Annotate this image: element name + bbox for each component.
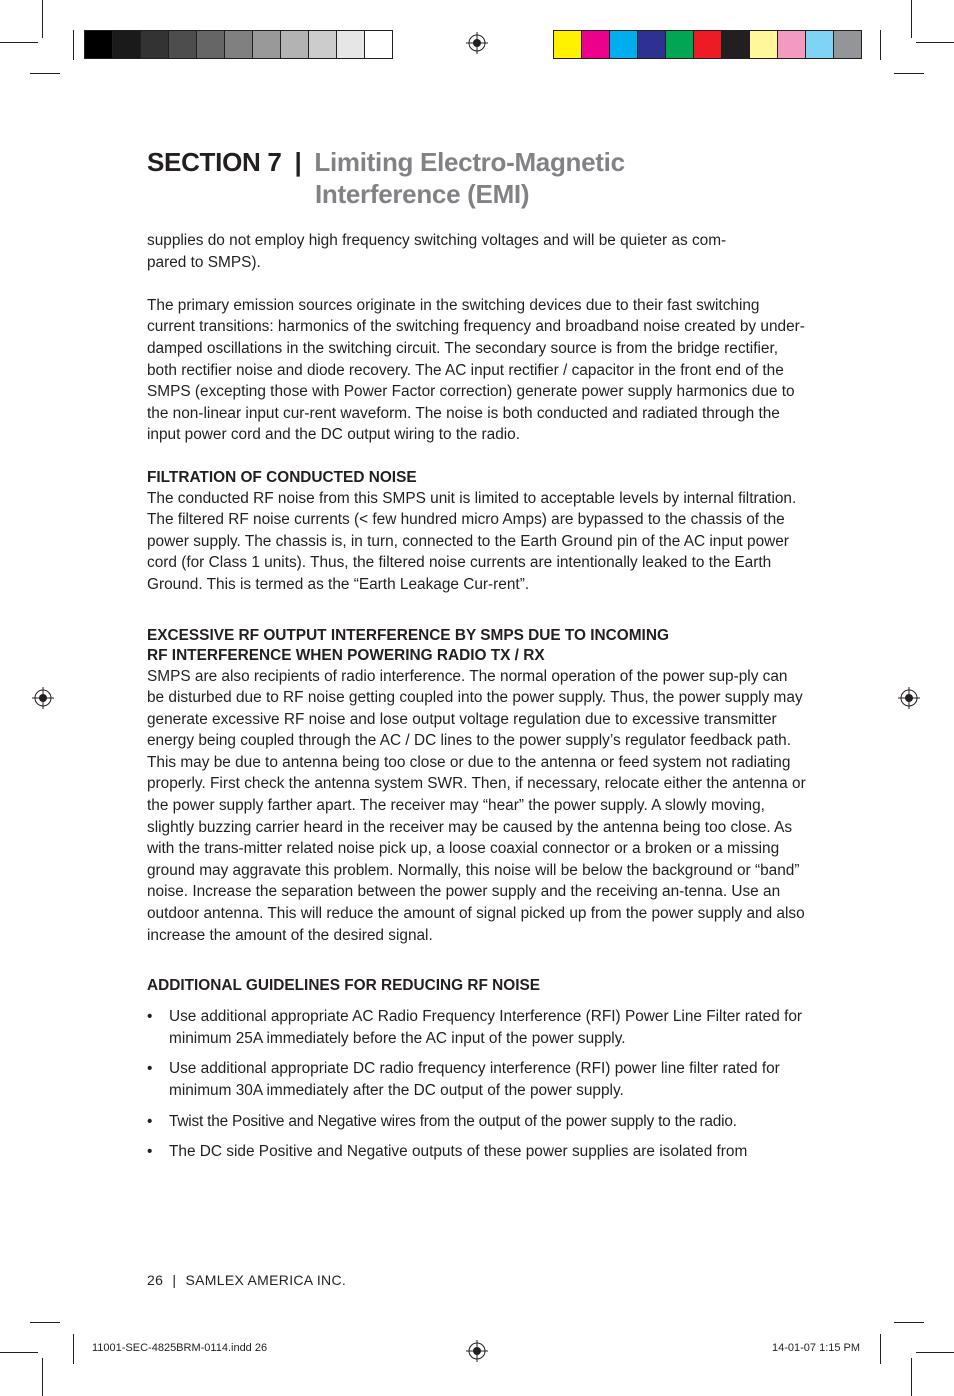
- section-heading: EXCESSIVE RF OUTPUT INTERFERENCE BY SMPS DUE TO INCOMING: [147, 626, 669, 644]
- color-swatch: [805, 30, 834, 59]
- color-swatch: [252, 30, 281, 59]
- list-item-text: The DC side Positive and Negative outputs of these power supplies are isolated from: [169, 1143, 748, 1161]
- color-swatch: [336, 30, 365, 59]
- bullet-icon: •: [147, 1060, 153, 1078]
- section-title: [147, 146, 625, 209]
- paragraph: The primary emission sources originate in the switching devices due to their fast switching current transitions: harmonics of the switching frequency and broadband noise created by under-damped oscillations in the switching circuit. The secondary source is from the bridge rectifier, both rectifier noise and diode recovery. The AC input rectifier / capacitor in the front end of the SMPS (excepting those with Power Factor correction) generate power supply harmonics due to the non-linear input cur-rent waveform. The noise is both conducted and radiated through the input power cord and the DC output wiring to the radio.: [147, 296, 805, 444]
- color-swatch: [749, 30, 778, 59]
- registration-mark-icon: [32, 687, 54, 709]
- print-slug-date: 14-01-07 1:15 PM: [772, 1342, 861, 1354]
- color-swatch: [665, 30, 694, 59]
- color-swatch: [364, 30, 393, 59]
- color-swatch: [693, 30, 722, 59]
- bullet-icon: •: [147, 1008, 153, 1026]
- paragraph: supplies do not employ high frequency switching voltages and will be quieter as com- pared to SMPS).: [147, 232, 727, 271]
- crop-mark: [916, 1352, 954, 1353]
- list-item-text: Use additional appropriate AC Radio Frequency Interference (RFI) Power Line Filter rated for minimum 25A immediately before the AC input of the power supply.: [169, 1008, 803, 1047]
- crop-mark: [73, 30, 74, 60]
- color-swatch: [112, 30, 141, 59]
- registration-mark-icon: [898, 687, 920, 709]
- footer-separator: |: [172, 1272, 177, 1288]
- crop-mark: [911, 1358, 912, 1396]
- crop-mark: [894, 1322, 924, 1323]
- crop-mark: [894, 73, 924, 74]
- color-swatch: [140, 30, 169, 59]
- section-title-line2: Interference (EMI): [315, 179, 530, 209]
- bullet-icon: •: [147, 1143, 153, 1161]
- list-item: [147, 1058, 807, 1101]
- color-swatch: [553, 30, 582, 59]
- color-swatch: [609, 30, 638, 59]
- registration-mark-icon: [466, 32, 488, 54]
- color-swatch: [777, 30, 806, 59]
- color-swatch: [308, 30, 337, 59]
- crop-mark: [73, 1334, 74, 1364]
- color-swatch: [637, 30, 666, 59]
- crop-mark: [0, 1352, 38, 1353]
- section-number: SECTION 7: [147, 147, 282, 177]
- guidelines-list: [147, 1006, 807, 1163]
- crop-mark: [42, 0, 43, 38]
- page-number: 26: [147, 1272, 164, 1288]
- bullet-icon: •: [147, 1112, 153, 1130]
- crop-mark: [880, 1334, 881, 1364]
- cmyk-color-bar: [554, 30, 862, 60]
- color-swatch: [224, 30, 253, 59]
- color-swatch: [721, 30, 750, 59]
- color-swatch: [581, 30, 610, 59]
- list-item-text: Twist the Positive and Negative wires from the output of the power supply to the radio.: [169, 1112, 737, 1130]
- paragraph: SMPS are also recipients of radio interference. The normal operation of the power sup-ply can be disturbed due to RF noise getting coupled into the power supply. Thus, the power supply may generate excessive RF noise and lose output voltage regulation due to excessive transmitter energy being coupled through the AC / DC lines to the power supply’s regulator feedback path. This may be due to antenna being too close or due to the antenna or feed system not radiating properly. First check the antenna system SWR. Then, if necessary, relocate either the antenna or the power supply farther apart. The receiver may “hear” the power supply. A slowly moving, slightly buzzing carrier heard in the receiver may be caused by the antenna being too close. As with the trans-mitter related noise pick up, a loose coaxial connector or a broken or a missing ground may aggravate this problem. Normally, this noise will be below the background or “band” noise. Increase the separation between the power supply and the receiving an-tenna. Use an outdoor antenna. This will reduce the amount of signal picked up from the power supply and also increase the amount of the desired signal.: [147, 667, 806, 944]
- color-swatch: [168, 30, 197, 59]
- registration-mark-icon: [466, 1340, 488, 1362]
- list-item: [147, 1111, 807, 1133]
- section-title-line1: Limiting Electro-Magnetic: [314, 147, 625, 177]
- crop-mark: [30, 1322, 60, 1323]
- color-swatch: [84, 30, 113, 59]
- crop-mark: [880, 30, 881, 60]
- crop-mark: [911, 0, 912, 38]
- page-footer: [147, 1272, 346, 1288]
- crop-mark: [42, 1358, 43, 1396]
- color-swatch: [196, 30, 225, 59]
- color-swatch: [833, 30, 862, 59]
- crop-mark: [916, 42, 954, 43]
- page-body: [147, 230, 807, 1172]
- print-slug-file: 11001-SEC-4825BRM-0114.indd 26: [92, 1342, 268, 1354]
- grayscale-color-bar: [85, 30, 393, 60]
- crop-mark: [30, 73, 60, 74]
- list-item-text: Use additional appropriate DC radio frequency interference (RFI) power line filter rated for minimum 30A immediately after the DC output of the power supply.: [169, 1060, 780, 1099]
- company-name: SAMLEX AMERICA INC.: [185, 1272, 347, 1288]
- section-heading: RF INTERFERENCE WHEN POWERING RADIO TX / RX: [147, 646, 545, 664]
- section-heading: ADDITIONAL GUIDELINES FOR REDUCING RF NOISE: [147, 977, 541, 995]
- title-separator: |: [294, 147, 302, 177]
- list-item: [147, 1141, 807, 1163]
- crop-mark: [0, 42, 38, 43]
- color-swatch: [280, 30, 309, 59]
- paragraph: The conducted RF noise from this SMPS unit is limited to acceptable levels by internal filtration. The filtered RF noise currents (< few hundred micro Amps) are bypassed to the chassis of the power supply. The chassis is, in turn, connected to the Earth Ground pin of the AC input power cord (for Class 1 units). Thus, the filtered noise currents are intentionally leaked to the Earth Ground. This is termed as the “Earth Leakage Cur-rent”.: [147, 489, 797, 593]
- section-heading: FILTRATION OF CONDUCTED NOISE: [147, 468, 417, 486]
- list-item: [147, 1006, 807, 1049]
